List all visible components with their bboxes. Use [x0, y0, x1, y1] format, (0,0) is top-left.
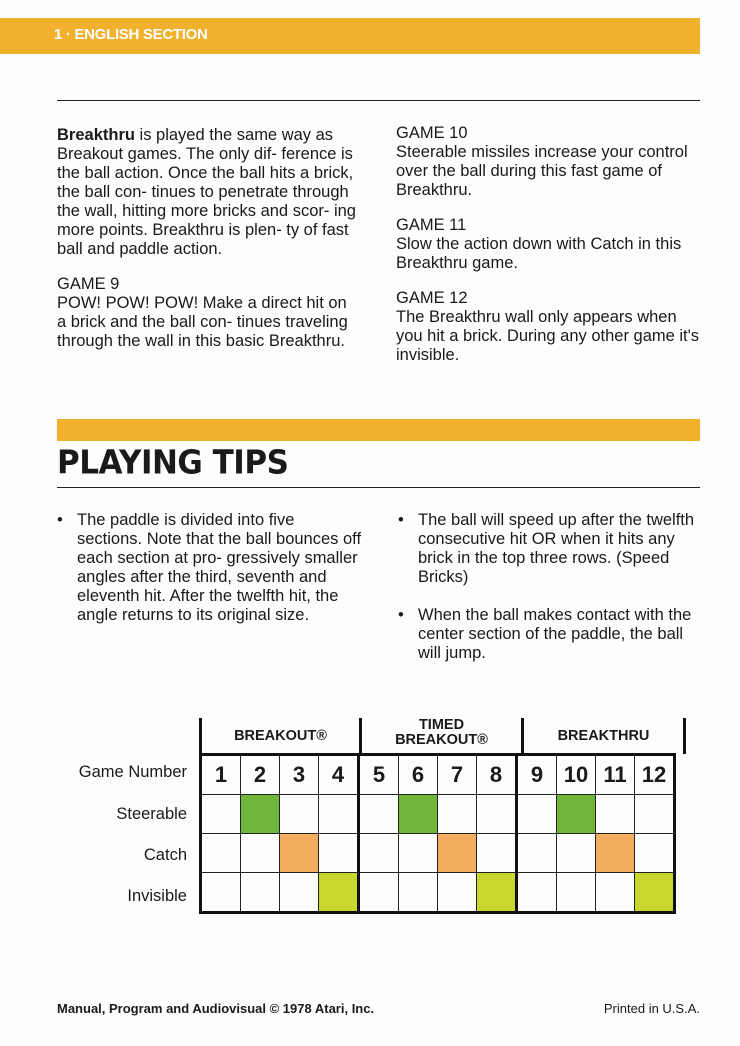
variation-marked-cell [241, 795, 280, 834]
tips-right-list [398, 511, 700, 682]
intro-text: is played the same way as Breakout games. The only dif- ference is the ball action. Once the ball hits a brick, the ball con- tinues to penetrate through the wall, hitting more bricks and scor- ing more points. Breakthru is plen- ty of fast ball and paddle action. [57, 126, 356, 258]
section-header-band [0, 18, 700, 54]
game-number-cell: 8 [477, 755, 517, 795]
game10-text: Steerable missiles increase your control over the ball during this fast game of Breakthru. [396, 143, 688, 199]
bullet-icon: • [57, 511, 63, 529]
variation-cell [596, 795, 635, 834]
variation-cell [201, 873, 241, 913]
game-number-cell: 6 [399, 755, 438, 795]
game10-title: GAME 10 [396, 124, 468, 142]
variation-marked-cell [477, 873, 517, 913]
table-row [201, 873, 675, 913]
variation-cell [557, 834, 596, 873]
game12-title: GAME 12 [396, 289, 468, 307]
printed-footer: Printed in U.S.A. [603, 1001, 700, 1016]
variation-cell [438, 873, 477, 913]
variation-cell [477, 834, 517, 873]
game-number-cell: 7 [438, 755, 477, 795]
table-row [201, 834, 675, 873]
section-label: 1 · ENGLISH SECTION [54, 26, 208, 43]
game12-paragraph [396, 289, 700, 365]
group-header-line2: BREAKOUT® [395, 732, 488, 748]
variation-cell [399, 873, 438, 913]
row-label-steerable: Steerable [116, 805, 187, 823]
group-header-breakout [199, 718, 362, 754]
group-header-line2: BREAKTHRU [557, 728, 650, 744]
variation-cell [241, 834, 280, 873]
variation-cell [635, 834, 675, 873]
variation-cell [517, 795, 557, 834]
tips-rule [57, 487, 700, 488]
variation-cell [517, 873, 557, 913]
tips-left-list [57, 511, 362, 644]
game-number-cell: 10 [557, 755, 596, 795]
table-row [201, 755, 675, 795]
variation-cell [477, 795, 517, 834]
variation-cell [438, 795, 477, 834]
game11-text: Slow the action down with Catch in this Breakthru game. [396, 235, 682, 272]
game-number-cell: 3 [280, 755, 319, 795]
variation-marked-cell [438, 834, 477, 873]
variation-cell [241, 873, 280, 913]
tips-band [57, 419, 700, 441]
variation-cell [359, 873, 399, 913]
variation-cell [635, 795, 675, 834]
game9-title: GAME 9 [57, 275, 120, 293]
game11-title: GAME 11 [396, 216, 467, 234]
game-variation-table [199, 753, 676, 914]
tips-heading: PLAYING TIPS [57, 444, 289, 482]
right-column [396, 124, 700, 381]
variation-marked-cell [399, 795, 438, 834]
intro-bold: Breakthru [57, 126, 135, 144]
game-number-cell: 9 [517, 755, 557, 795]
row-label-catch: Catch [143, 846, 187, 864]
variation-marked-cell [319, 873, 359, 913]
variation-cell [319, 834, 359, 873]
variation-cell [517, 834, 557, 873]
bullet-icon: • [398, 606, 404, 624]
variation-cell [557, 873, 596, 913]
tip-text: The ball will speed up after the twelfth consecutive hit OR when it hits any brick in the top three rows. (Speed Bricks) [418, 511, 695, 586]
game9-text: POW! POW! POW! Make a direct hit on a brick and the ball con- tinues traveling through the wall in this basic Breakthru. [57, 294, 348, 350]
game-number-cell: 5 [359, 755, 399, 795]
game-number-cell: 2 [241, 755, 280, 795]
variation-marked-cell [280, 834, 319, 873]
intro-paragraph [57, 126, 357, 259]
game12-text: The Breakthru wall only appears when you hit a brick. During any other game it's invisible. [396, 308, 700, 364]
variation-cell [319, 795, 359, 834]
left-column [57, 126, 357, 367]
group-header-line2: BREAKOUT® [234, 728, 327, 744]
game9-paragraph [57, 275, 357, 351]
row-label-invisible: Invisible [127, 887, 187, 905]
tip-item [398, 511, 700, 587]
tip-item [57, 511, 362, 625]
group-header-line1: TIMED [418, 717, 465, 733]
game-number-cell: 1 [201, 755, 241, 795]
variation-cell [399, 834, 438, 873]
game-number-cell: 12 [635, 755, 675, 795]
game-number-cell: 11 [596, 755, 635, 795]
game-number-label: Game Number [78, 763, 187, 781]
group-header-breakthru [524, 718, 686, 754]
variation-cell [596, 873, 635, 913]
tip-item [398, 606, 700, 663]
game-number-cell: 4 [319, 755, 359, 795]
variation-cell [201, 795, 241, 834]
variation-marked-cell [635, 873, 675, 913]
variation-marked-cell [596, 834, 635, 873]
variation-cell [359, 795, 399, 834]
variation-cell [201, 834, 241, 873]
variation-cell [359, 834, 399, 873]
group-header-timed-breakout [362, 718, 524, 754]
variation-cell [280, 873, 319, 913]
bullet-icon: • [398, 511, 404, 529]
variation-cell [280, 795, 319, 834]
game10-paragraph [396, 124, 700, 200]
tip-text: The paddle is divided into five sections. Note that the ball bounces off each section at pro- gressively smaller angles after the third, seventh and eleventh hit. After the twelfth hit, the angle returns to its original size. [77, 511, 362, 624]
copyright-footer: Manual, Program and Audiovisual © 1978 Atari, Inc. [57, 1001, 375, 1016]
variation-marked-cell [557, 795, 596, 834]
table-row [201, 795, 675, 834]
top-rule [57, 100, 700, 101]
game11-paragraph [396, 216, 700, 273]
tip-text: When the ball makes contact with the center section of the paddle, the ball will jump. [418, 606, 692, 662]
